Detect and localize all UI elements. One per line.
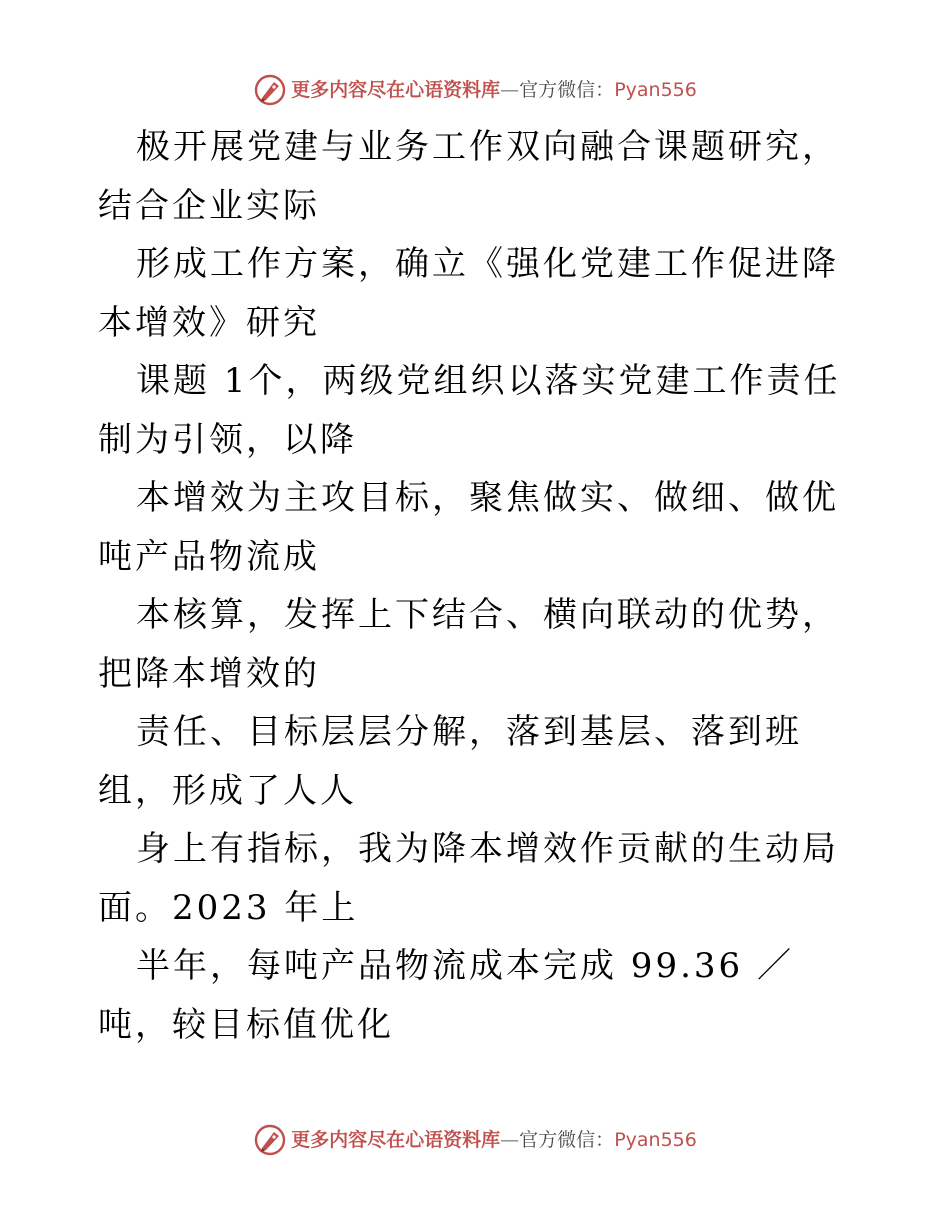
watermark-label: 官方微信： (519, 1129, 615, 1151)
pen-nib-logo-icon (253, 1123, 287, 1157)
header-watermark (0, 70, 950, 110)
paragraph-8: 半年，每吨产品物流成本完成 99.36 ／吨，较目标值优化 (98, 946, 794, 1045)
paragraph-7: 身上有指标，我为降本增效作贡献的生动局面。2023 年上 (98, 829, 839, 928)
paragraph-1: 极开展党建与业务工作双向融合课题研究，结合企业实际 (98, 127, 839, 226)
watermark-dash: — (500, 79, 520, 101)
watermark-id: Pyan556 (614, 1129, 697, 1151)
watermark-brand: 更多内容尽在心语资料库 (291, 1129, 501, 1151)
paragraph-2: 形成工作方案，确立《强化党建工作促进降本增效》研究 (98, 244, 839, 343)
paragraph-4: 本增效为主攻目标，聚焦做实、做细、做优吨产品物流成 (98, 478, 839, 577)
paragraph-3: 课题 1个，两级党组织以落实党建工作责任制为引领，以降 (98, 361, 841, 460)
watermark-label: 官方微信： (519, 79, 615, 101)
watermark-dash: — (500, 1129, 520, 1151)
pen-nib-logo-icon (253, 73, 287, 107)
document-body (98, 118, 858, 1054)
watermark-brand: 更多内容尽在心语资料库 (291, 79, 501, 101)
footer-watermark (0, 1120, 950, 1160)
watermark-id: Pyan556 (614, 79, 697, 101)
paragraph-6: 责任、目标层层分解，落到基层、落到班组，形成了人人 (98, 712, 802, 811)
watermark-text (291, 1128, 697, 1152)
watermark-text (291, 78, 697, 102)
paragraph-5: 本核算，发挥上下结合、横向联动的优势，把降本增效的 (98, 595, 839, 694)
